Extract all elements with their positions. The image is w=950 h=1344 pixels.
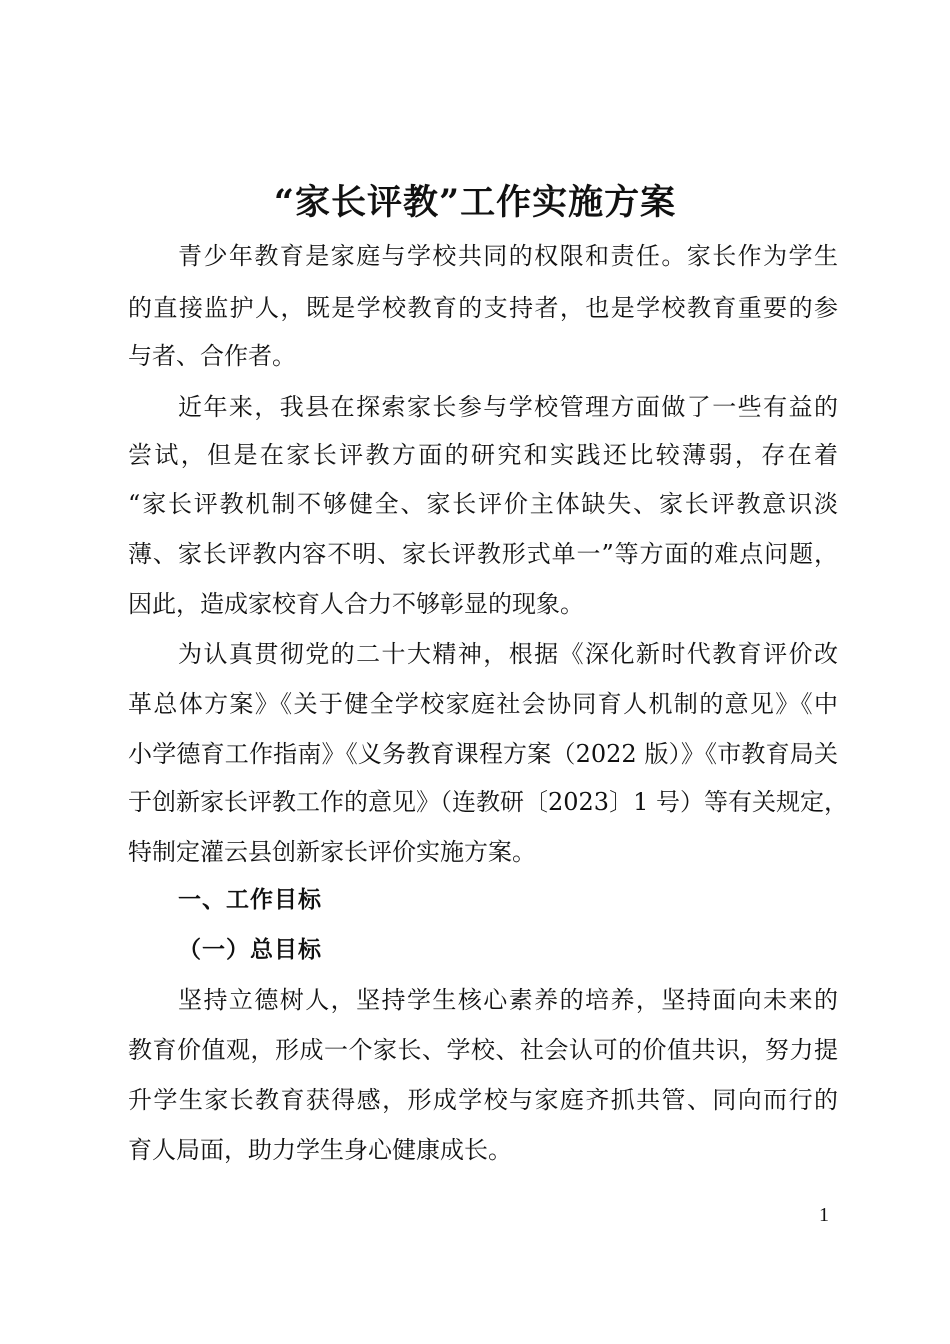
goal-paragraph-line-4: 育人局面，助力学生身心健康成长。	[128, 1136, 512, 1164]
paragraph-2-line-2: 尝试，但是在家长评教方面的研究和实践还比较薄弱，存在着	[128, 441, 838, 469]
paragraph-2-line-1: 近年来，我县在探索家长参与学校管理方面做了一些有益的	[178, 393, 838, 421]
page-number: 1	[819, 1204, 829, 1226]
subsection-heading-overall-goal: （一）总目标	[178, 937, 322, 963]
paragraph-3-line-2: 革总体方案》《关于健全学校家庭社会协同育人机制的意见》《中	[128, 690, 838, 718]
paragraph-3-line-3: 小学德育工作指南》《义务教育课程方案（2022 版）》《市教育局关	[128, 740, 838, 768]
paragraph-3-line-4: 于创新家长评教工作的意见》（连教研〔2023〕1 号）等有关规定，	[128, 788, 848, 816]
paragraph-2-line-5: 因此，造成家校育人合力不够彰显的现象。	[128, 590, 584, 618]
goal-paragraph-line-2: 教育价值观，形成一个家长、学校、社会认可的价值共识，努力提	[128, 1036, 838, 1064]
paragraph-1-line-1: 青少年教育是家庭与学校共同的权限和责任。家长作为学生	[178, 242, 838, 270]
paragraph-3-line-5: 特制定灌云县创新家长评价实施方案。	[128, 838, 536, 866]
goal-paragraph-line-3: 升学生家长教育获得感，形成学校与家庭齐抓共管、同向而行的	[128, 1086, 838, 1114]
goal-paragraph-line-1: 坚持立德树人，坚持学生核心素养的培养，坚持面向未来的	[178, 986, 838, 1014]
paragraph-1-line-2: 的直接监护人，既是学校教育的支持者，也是学校教育重要的参	[128, 294, 838, 322]
paragraph-2-line-4: 薄、家长评教内容不明、家长评教形式单一”等方面的难点问题，	[128, 540, 838, 568]
document-title: “家长评教”工作实施方案	[273, 182, 677, 223]
paragraph-1-line-3: 与者、合作者。	[128, 342, 296, 370]
paragraph-2-line-3: “家长评教机制不够健全、家长评价主体缺失、家长评教意识淡	[128, 490, 838, 518]
paragraph-3-line-1: 为认真贯彻党的二十大精神，根据《深化新时代教育评价改	[178, 640, 838, 668]
section-heading-work-goals: 一、工作目标	[178, 887, 322, 913]
